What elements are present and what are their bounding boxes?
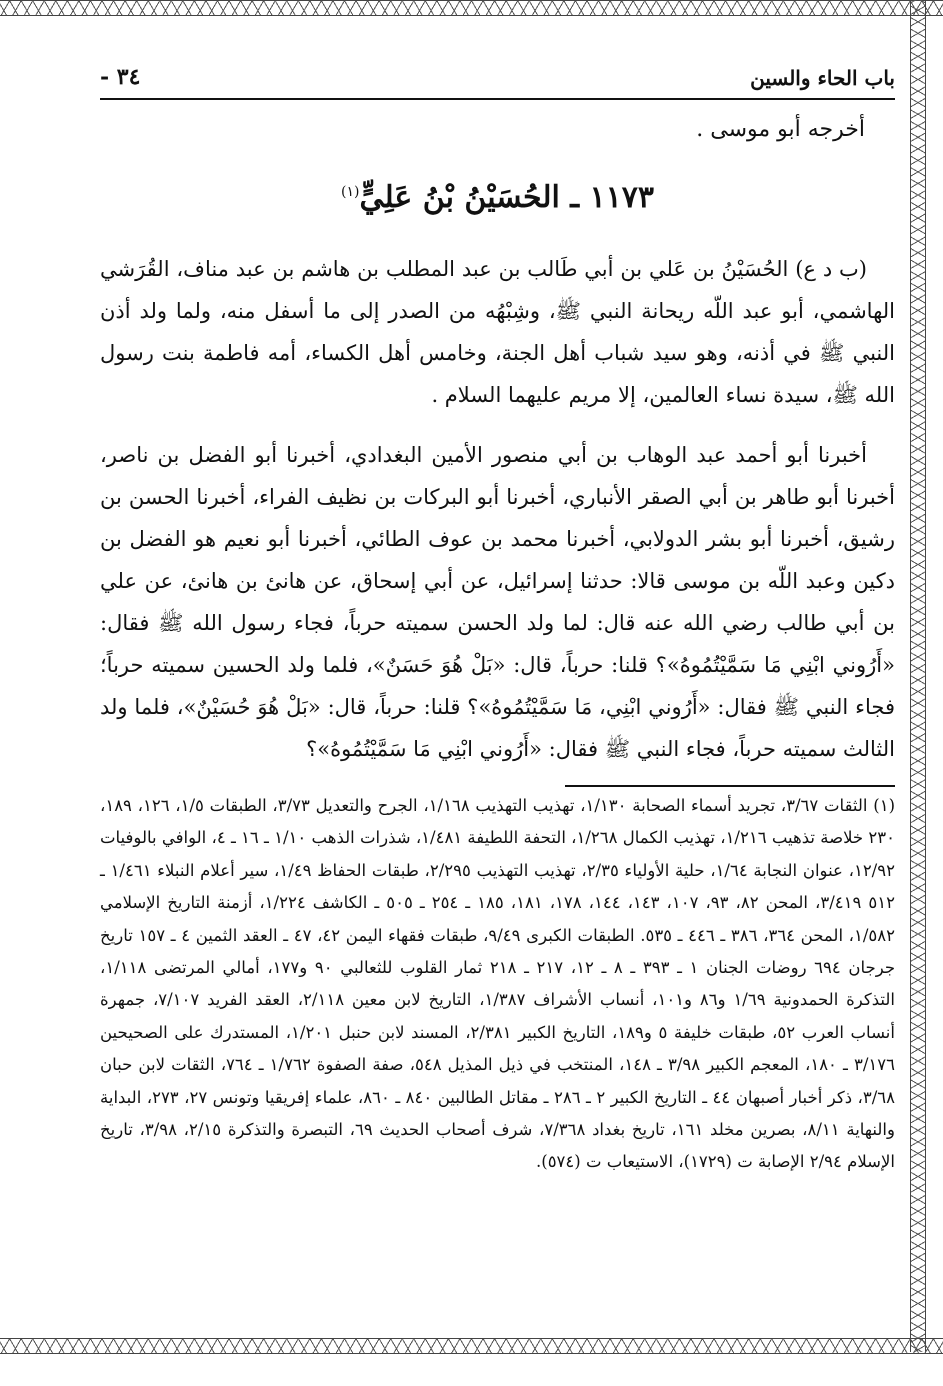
header-rule	[100, 98, 895, 100]
paragraph-biography	[100, 248, 895, 416]
paragraph-hadith	[100, 434, 895, 770]
footnote-marker: (١)	[873, 796, 895, 815]
page-header	[100, 62, 895, 92]
paragraph-text: أخبرنا أبو أحمد عبد الوهاب بن أبي منصور الأمين البغدادي، أخبرنا أبو الفضل بن ناصر، أخبرنا أبو طاهر بن أبي الصقر الأنباري، أخبرنا أبو البركات بن نظيف الفراء، أخبرنا الحسن بن رشيق، أخبرنا أبو بشر الدولابي، أخبرنا محمد بن عوف الطائي، أخبرنا أبو نعيم هو الفضل بن دكين وعبد اللّه بن موسى قالا: حدثنا إسرائيل، عن أبي إسحاق، عن هانئ بن هانئ، عن علي بن أبي طالب رضي الله عنه قال: لما ولد الحسن سميته حرباً، فجاء رسول الله ﷺ فقال: «أَرُوني ابْنِي مَا سَمَّيْتُمُوهُ»؟ قلنا: حرباً، قال: «بَلْ هُوَ حَسَنٌ»، فلما ولد الحسين سميته حرباً؛ فجاء النبي ﷺ فقال: «أَرُوني ابْنِي، مَا سَمَّيْتُمُوهُ»؟ قلنا: حرباً، قال: «بَلْ هُوَ حُسَيْنٌ»، فلما ولد الثالث سميته حرباً، فجاء النبي ﷺ فقال: «أَرُوني ابْنِي مَا سَمَّيْتُمُوهُ»؟	[100, 443, 895, 761]
entry-heading	[100, 180, 895, 215]
footnote-reference: (١)	[340, 184, 360, 200]
decorative-border-bottom	[0, 1338, 943, 1354]
page-number: - ٣٤	[100, 64, 141, 90]
chapter-title: باب الحاء والسين	[750, 66, 895, 90]
book-page	[100, 0, 895, 1330]
footnote-text: الثقات ٣/٦٧، تجريد أسماء الصحابة ١/١٣٠، تهذيب التهذيب ١/١٦٨، الجرح والتعديل ٣/٧٣، الطبقات ١/٥، ١٢٦، ١٨٩، ٢٣٠ خلاصة تذهيب ١/٢١٦، تهذيب الكمال ١/٢٦٨، التحفة اللطيفة ١/٤٨١، شذرات الذهب ١/١٠ ـ ١٦ ـ ٤، الوافي بالوفيات ١٢/٩٢، عنوان النجابة ١/٦٤، حلية الأولياء ٢/٣٥، تهذيب التهذيب ٢/٢٩٥، طبقات الحفاظ ١/٤٩، سير أعلام النبلاء ١/٤٦١ ـ ٥١٢ ٣/٤١٩، المحن ٨٢، ٩٣، ١٠٧، ١٤٣، ١٤٤، ١٧٨، ١٨١، ١٨٥ ـ ٢٥٤ ـ ٥٠٥ ـ الكاشف ١/٢٢٤، أزمنة التاريخ الإسلامي ١/٥٨٢، المحن ٣٦٤، ٣٨٦ ـ ٤٤٦ ـ ٥٣٥. الطبقات الكبرى ٩/٤٩، طبقات فقهاء اليمن ٤٢، ٤٧ ـ العقد الثمين ٤ ـ ١٥٧ تاريخ جرجان ٦٩٤ روضات الجنان ١ ـ ٣٩٣ ـ ٨ ـ ١٢، ٢١٧ ـ ٢١٨ ثمار القلوب للثعالبي ٩٠ و١٧٧، أمالي المرتضى ١/١١٨، التذكرة الحمدونية ١/٦٩ و٨٦ و١٠١، أنساب الأشراف ١/٣٨٧، التاريخ لابن معين ٢/١١٨، العقد الفريد ٧/١٠٧، جمهرة أنساب العرب ٥٢، طبقات خليفة ٥ و١٨٩، التاريخ الكبير ٢/٣٨١، المسند لابن حنبل ١/٢٠١، المستدرك على الصحيحين ٣/١٧٦ ـ ١٨٠، المعجم الكبير ٣/٩٨ ـ ١٤٨، المنتخب في ذيل المذيل ٥٤٨، صفة الصفوة ١/٧٦٢ ـ ٧٦٤، الثقات لابن حبان ٣/٦٨، ذكر أخبار أصبهان ٤٤ ـ التاريخ الكبير ٢ ـ ٢٨٦ ـ مقاتل الطالبين ٨٤٠ ـ ٨٦٠، علماء إفريقيا وتونس ٢٧، ٢٧٣، البداية والنهاية ٨/١١، بصرين مخلد ١٦١، تاريخ بغداد ٧/٣٦٨، شرف أصحاب الحديث ٦٩، التبصرة والتذكرة ٢/١٥، ٣/٩٨، تاريخ الإسلام ٢/٩٤ الإصابة ت (١٧٢٩)، الاستيعاب ت (٥٧٤).	[100, 796, 896, 1172]
paragraph-text: (ب د ع) الحُسَيْنُ بن عَلي بن أبي طَالب بن عبد المطلب بن هاشم بن عبد مناف، القُرَشي الهاشمي، أبو عبد اللّه ريحانة النبي ﷺ، وشِبْهُه من الصدر إلى ما أسفل منه، ولما ولد أذن النبي ﷺ في أذنه، وهو سيد شباب أهل الجنة، وخامس أهل الكساء، أمه فاطمة بنت رسول الله ﷺ، سيدة نساء العالمين، إلا مريم عليهما السلام .	[100, 257, 895, 407]
intro-line: أخرجه أبو موسى .	[696, 117, 865, 142]
footnote	[100, 790, 895, 1179]
footnote-separator	[565, 785, 895, 787]
entry-title: ١١٧٣ ـ الحُسَيْنُ بْنُ عَلِيٍّ	[359, 180, 654, 215]
decorative-border-right	[910, 0, 926, 1352]
